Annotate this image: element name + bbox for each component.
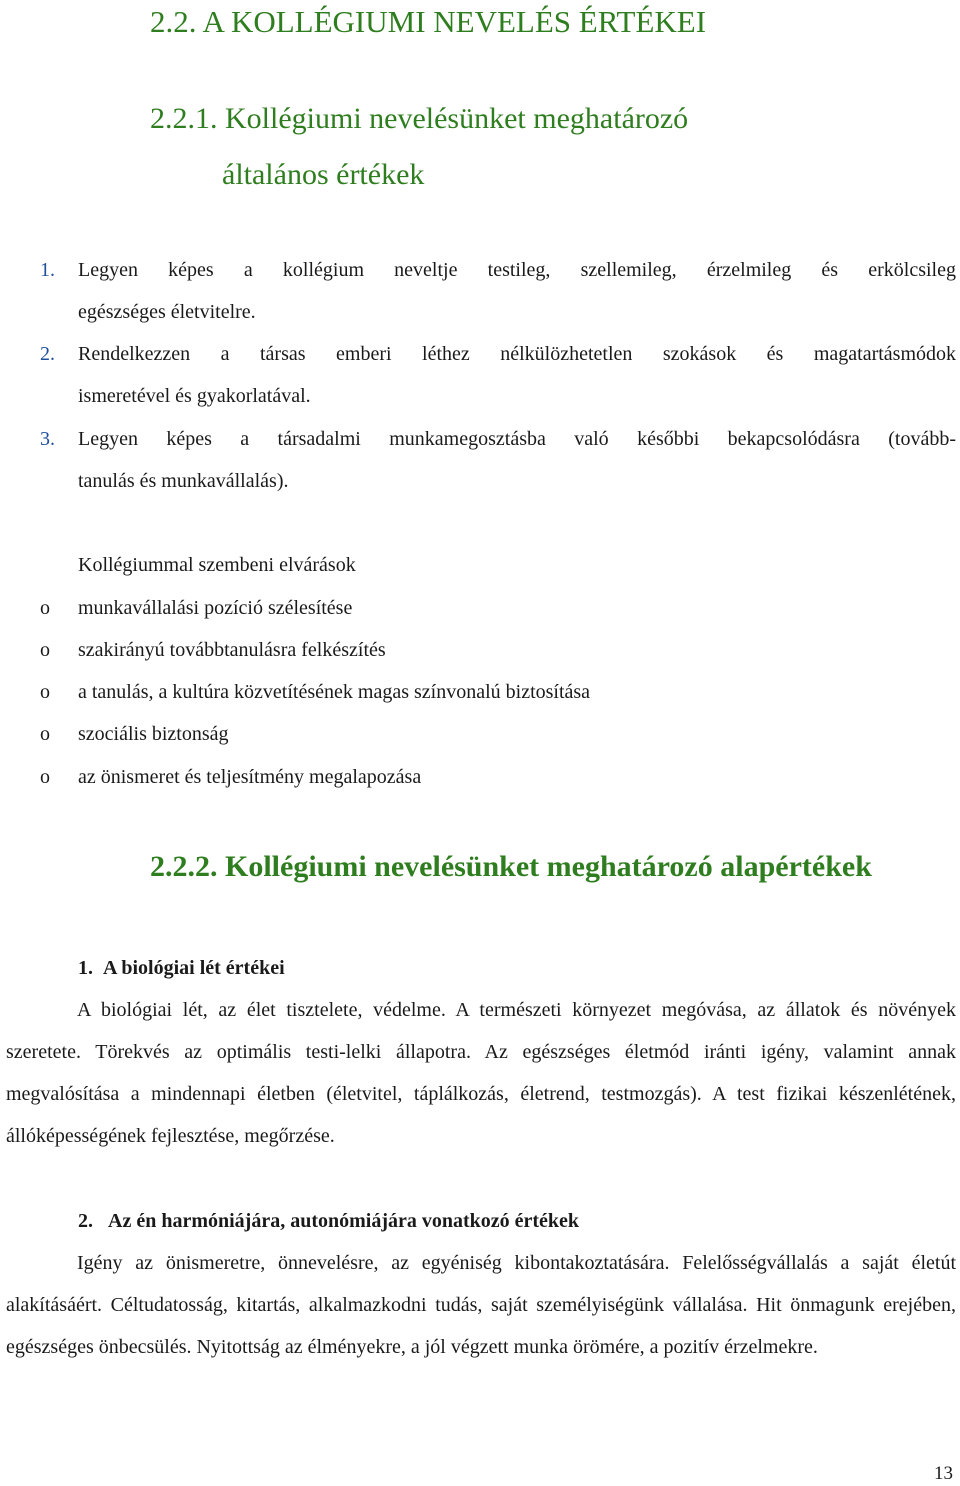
list-number: 3. (40, 428, 55, 450)
bullet-symbol: o (40, 681, 50, 703)
list-item (0, 713, 960, 755)
subsection-number: 1. (78, 957, 93, 979)
subsection-title-1 (78, 947, 285, 989)
section-heading-2: 2.2.2. Kollégiumi nevelésünket meghatározó alapértékek (150, 850, 872, 883)
list-text-line2: ismeretével és gyakorlatával. (78, 385, 311, 407)
list-text-line1: Legyen képes a társadalmi munkamegosztásba való későbbi bekapcsolódásra (tovább- (78, 428, 956, 450)
subsection-paragraph-1: A biológiai lét, az élet tisztelete, védelme. A természeti környezet megóvása, az állatok és növények szeretete. Törekvés az optimális testi-lelki állapotra. Az egészséges életmód iránti igény, valamint annak megvalósítása a mindennapi életben (életvitel, táplálkozás, életrend, testmozgás). A test fizikai készenlétének, állóképességének fejlesztése, megőrzése. (6, 999, 956, 1147)
page-number: 13 (934, 1463, 953, 1484)
section-heading-line1: 2.2.1. Kollégiumi nevelésünket meghatározó (150, 102, 689, 135)
list-item (0, 756, 960, 798)
expectations-title: Kollégiummal szembeni elvárások (78, 554, 356, 576)
general-value-item (0, 418, 960, 460)
section-heading-line2: általános értékek (222, 158, 425, 191)
list-text-line1: Legyen képes a kollégium neveltje testileg, szellemileg, érzelmileg és erkölcsileg (78, 259, 956, 281)
subsection-title-text: Az én harmóniájára, autonómiájára vonatkozó értékek (108, 1210, 580, 1232)
bullet-symbol: o (40, 597, 50, 619)
chapter-heading: 2.2. A KOLLÉGIUMI NEVELÉS ÉRTÉKEI (150, 4, 707, 39)
list-item (0, 629, 960, 671)
list-item-text: szociális biztonság (78, 723, 229, 745)
bullet-symbol: o (40, 723, 50, 745)
list-item (0, 587, 960, 629)
list-text-line2: tanulás és munkavállalás). (78, 470, 289, 492)
list-item-text: a tanulás, a kultúra közvetítésének magas színvonalú biztosítása (78, 681, 591, 703)
subsection-title-text: A biológiai lét értékei (103, 957, 285, 979)
bullet-symbol: o (40, 639, 50, 661)
list-text-line1: Rendelkezzen a társas emberi léthez nélkülözhetetlen szokások és magatartásmódok (78, 343, 956, 365)
list-item-text: az önismeret és teljesítmény megalapozása (78, 766, 422, 788)
list-text-line2: egészséges életvitelre. (78, 301, 256, 323)
general-value-item (0, 333, 960, 375)
list-number: 2. (40, 343, 55, 365)
list-item-text: szakirányú továbbtanulásra felkészítés (78, 639, 386, 661)
bullet-symbol: o (40, 766, 50, 788)
subsection-paragraph-2: Igény az önismeretre, önnevelésre, az egyéniség kibontakoztatására. Felelősségvállalás a saját életút alakításáért. Céltudatosság, kitartás, alkalmazkodni tudás, saját személyiségünk vállalása. Hit önmagunk erejében, egészséges önbecsülés. Nyitottság az élményekre, a jól végzett munka örömére, a pozitív érzelmekre. (6, 1252, 956, 1358)
subsection-title-2 (78, 1200, 579, 1242)
list-item-text: munkavállalási pozíció szélesítése (78, 597, 353, 619)
list-number: 1. (40, 259, 55, 281)
list-item (0, 671, 960, 713)
subsection-number: 2. (78, 1210, 93, 1232)
